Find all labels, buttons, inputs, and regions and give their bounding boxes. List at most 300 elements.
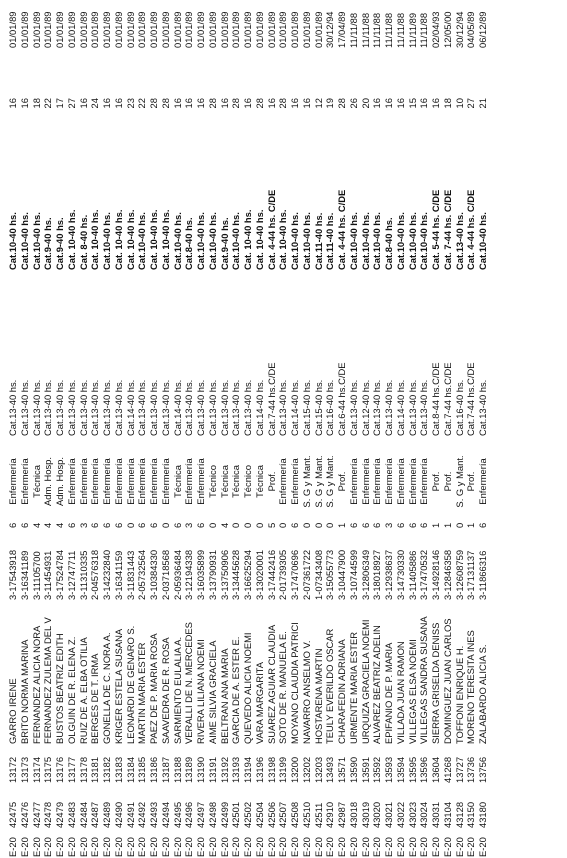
row-number: 21 <box>477 98 488 109</box>
row-cuil: 3-16341159 <box>112 550 124 600</box>
row-code: E-20 <box>54 837 65 857</box>
row-name: SIERRA GRISELDA DENISS <box>430 622 441 744</box>
row-legajo: 13176 <box>54 756 65 783</box>
row-new-category: Cat.10-40 hs. <box>195 212 206 270</box>
row-legajo: 13177 <box>65 756 77 783</box>
row-number: 19 <box>324 98 336 109</box>
row-legajo: 13592 <box>371 756 383 783</box>
row-new-category: Cat. 4-44 hs. C/DE <box>265 189 277 270</box>
row-date: 11/11/88 <box>347 12 359 48</box>
table-row <box>289 0 301 858</box>
row-category: Cat.13-40 hs. <box>277 379 289 436</box>
table-row <box>371 0 383 858</box>
row-new-category: Cat.10-40 hs. <box>300 212 312 270</box>
row-cuil: 3-11866316 <box>477 550 488 600</box>
row-code: E-20 <box>265 837 277 857</box>
row-date: 06/12/89 <box>477 11 488 48</box>
row-id: 43180 <box>477 801 488 828</box>
row-digit: 0 <box>277 522 289 528</box>
row-digit: 6 <box>418 522 430 528</box>
row-code: E-20 <box>183 837 195 857</box>
row-function: Técnico <box>206 465 218 498</box>
row-name: DOMINGUEZ JUAN CARLOS <box>441 618 453 744</box>
table-row <box>442 0 454 858</box>
row-name: BUSTOS BEATRIZ EDITH <box>54 633 65 744</box>
row-new-category: Cat.10-40 hs. <box>477 212 488 270</box>
table-row <box>242 0 254 858</box>
row-id: 42487 <box>89 801 101 828</box>
row-digit: 6 <box>171 522 183 528</box>
row-category: Cat.7-44 hs.C/DE <box>465 362 477 436</box>
row-id: 43150 <box>465 801 477 828</box>
row-name: GARRO IRENE <box>7 678 18 744</box>
row-category: Cat.13-40 hs. <box>148 379 159 436</box>
row-new-category: Cat.11-40 hs. <box>324 212 336 270</box>
row-digit: 6 <box>289 522 300 528</box>
row-function: Enfermería <box>112 458 124 505</box>
row-date: 30/12/94 <box>453 11 465 48</box>
row-category: Cat.15-40 hs. <box>300 379 312 436</box>
row-code: E-20 <box>359 837 371 857</box>
row-legajo: 13175 <box>42 756 54 783</box>
row-function: Enfermería <box>371 458 383 505</box>
row-cuil: 2-05936484 <box>171 549 183 600</box>
row-name: SUAREZ AGUIAR CLAUDIA <box>265 624 277 744</box>
row-id: 42491 <box>124 801 136 828</box>
row-new-category: Cat. 10-40 hs. <box>124 209 136 270</box>
row-id: 42494 <box>159 801 171 828</box>
row-function: Enfermería <box>101 458 112 505</box>
row-date: 11/11/89 <box>406 12 418 48</box>
row-function: Enfermería <box>359 458 371 505</box>
row-date: 01/01/89 <box>171 11 183 48</box>
table-row <box>195 0 207 858</box>
row-cuil: 3-12747711 <box>65 550 77 600</box>
row-number: 16 <box>394 98 406 109</box>
row-name: BELTRAN ANA MARIA <box>218 648 230 744</box>
row-digit: 3 <box>383 522 394 528</box>
row-digit: 0 <box>159 522 171 528</box>
row-legajo: 13174 <box>30 756 42 783</box>
row-function: Adm. Hosp. <box>54 457 65 506</box>
row-new-category: Cat. 8-40 hs. <box>77 214 89 270</box>
row-digit: 6 <box>7 522 18 528</box>
row-legajo: 13191 <box>206 756 218 783</box>
row-id: 43019 <box>359 801 371 828</box>
row-new-category: Cat. 10-40 hs. <box>277 209 289 270</box>
row-category: Cat.13-40 hs. <box>477 379 488 436</box>
row-date: 01/01/89 <box>18 11 30 48</box>
row-code: E-20 <box>289 837 300 857</box>
row-function: S. G y Mant. <box>300 455 312 508</box>
row-number: 18 <box>441 98 453 109</box>
row-date: 01/01/89 <box>300 11 312 48</box>
row-number: 16 <box>171 98 183 109</box>
row-new-category: Cat.11-40 hs. <box>312 212 324 270</box>
row-id: 42478 <box>42 801 54 828</box>
row-date: 17/04/89 <box>336 11 347 48</box>
row-function: Enfermería <box>77 458 89 505</box>
row-name: FERNANDEZ ALICIA NORA <box>30 625 42 744</box>
row-cuil: 2-03718568 <box>159 549 171 600</box>
row-digit: 6 <box>371 522 383 528</box>
row-cuil: 3-12194338 <box>183 549 195 600</box>
row-digit: 4 <box>30 522 42 528</box>
row-legajo: 13173 <box>18 756 30 783</box>
row-cuil: 3-11405886 <box>406 550 418 600</box>
row-number: 27 <box>65 98 77 109</box>
row-code: E-20 <box>277 837 289 857</box>
personnel-table <box>7 0 489 858</box>
row-name: RIVERA LILIANA NOEMI <box>195 639 206 744</box>
table-row <box>207 0 219 858</box>
row-code: E-20 <box>148 837 159 857</box>
row-id: 43024 <box>418 801 430 828</box>
row-date: 11/11/88 <box>359 12 371 48</box>
row-cuil: 3-15055773 <box>324 549 336 600</box>
row-id: 42493 <box>148 801 159 828</box>
row-digit: 6 <box>406 522 418 528</box>
row-id: 43104 <box>441 801 453 828</box>
row-new-category: Cat.9-40 hs. <box>54 217 65 270</box>
row-digit: 0 <box>230 522 242 528</box>
table-row <box>301 0 313 858</box>
row-name: HOSTARENA MARTIN <box>312 648 324 744</box>
row-number: 28 <box>230 98 242 109</box>
row-function: S. G y Mant. <box>453 455 465 508</box>
row-id: 42502 <box>242 801 253 828</box>
row-code: E-20 <box>383 837 394 857</box>
row-function: Enfermería <box>383 458 394 505</box>
row-cuil: 3-17543918 <box>7 549 18 600</box>
row-digit: 1 <box>465 522 477 528</box>
row-category: Cat.15-40 hs. <box>312 379 324 436</box>
row-new-category: Cat.10-40 hs. <box>406 212 418 270</box>
row-new-category: Cat.10-40 hs. <box>171 212 183 270</box>
row-id: 42499 <box>218 801 230 828</box>
row-digit: 6 <box>359 522 371 528</box>
row-category: Cat.14-40 hs. <box>394 379 406 436</box>
row-cuil: 3-14232840 <box>101 549 112 600</box>
row-function: Técnica <box>30 465 42 498</box>
row-date: 01/01/89 <box>159 11 171 48</box>
row-cuil: 3-17524784 <box>54 549 65 600</box>
row-name: GONELLA DE C. NORA A. <box>101 632 112 744</box>
row-category: Cat.14-40 hs. <box>253 379 265 436</box>
row-digit: 4 <box>42 522 54 528</box>
row-name: GARCIA DE A. ESTER E. <box>230 636 242 744</box>
row-date: 02/04/93 <box>430 11 441 48</box>
row-name: VILLADA JUAN RAMON <box>394 641 406 744</box>
row-name: BERGES DE T. IRMA <box>89 653 101 744</box>
row-new-category: Cat.8-40 hs. <box>383 217 394 270</box>
table-row <box>54 0 66 858</box>
row-digit: 0 <box>124 522 136 528</box>
table-row <box>266 0 278 858</box>
row-cuil: 2-07361722 <box>300 549 312 600</box>
row-id: 42476 <box>18 801 30 828</box>
row-digit: 6 <box>18 522 30 528</box>
row-function: Enfermería <box>418 458 430 505</box>
row-cuil: 2-05732564 <box>136 549 148 600</box>
row-digit: 0 <box>324 522 336 528</box>
row-new-category: Cat.10-40 hs. <box>347 212 359 270</box>
row-legajo: 13590 <box>347 756 359 783</box>
row-date: 11/11/88 <box>394 12 406 48</box>
row-number: 17 <box>54 98 65 109</box>
row-digit: 6 <box>112 522 124 528</box>
row-legajo: 13591 <box>359 756 371 783</box>
row-cuil: 2-01739305 <box>277 549 289 600</box>
table-row <box>383 0 395 858</box>
row-category: Cat.13-40 hs. <box>206 379 218 436</box>
row-id: 42490 <box>112 801 124 828</box>
row-name: SARMIENTO EULALIA A. <box>171 636 183 744</box>
row-function: Técnica <box>230 465 242 498</box>
row-digit: 4 <box>218 522 230 528</box>
row-id: 42507 <box>277 801 289 828</box>
row-code: E-20 <box>206 837 218 857</box>
row-name: AIME SILVIA GRACIELA <box>206 640 218 744</box>
row-category: Cat.13-40 hs. <box>183 379 195 436</box>
row-legajo: 13193 <box>230 756 242 783</box>
row-cuil: 3-13445628 <box>230 549 242 600</box>
row-date: 01/01/89 <box>77 11 89 48</box>
row-code: E-20 <box>312 837 324 857</box>
row-number: 20 <box>359 98 371 109</box>
row-new-category: Cat.9-40 hs. <box>42 217 54 270</box>
row-number: 22 <box>42 98 54 109</box>
row-legajo: 13172 <box>7 756 18 783</box>
row-legajo: 13493 <box>324 756 336 783</box>
row-id: 42987 <box>336 801 347 828</box>
row-function: Prof. <box>430 471 441 492</box>
row-code: E-20 <box>101 837 112 857</box>
row-number: 27 <box>465 98 477 109</box>
row-number: 28 <box>206 98 218 109</box>
row-digit: 6 <box>101 522 112 528</box>
row-cuil: 3-17470696 <box>289 549 300 600</box>
table-row <box>148 0 160 858</box>
table-row <box>19 0 31 858</box>
row-function: Enfermería <box>406 458 418 505</box>
row-code: E-20 <box>371 837 383 857</box>
row-function: Prof. <box>265 471 277 492</box>
row-digit: 5 <box>265 522 277 528</box>
row-number: 28 <box>336 98 347 109</box>
table-row <box>172 0 184 858</box>
row-id: 42910 <box>324 801 336 828</box>
row-cuil: 3-17131137 <box>465 550 477 600</box>
table-row <box>360 0 372 858</box>
table-row <box>430 0 442 858</box>
row-date: 04/05/89 <box>465 11 477 48</box>
row-code: E-20 <box>336 837 347 857</box>
row-digit: 6 <box>136 522 148 528</box>
row-id: 43022 <box>394 801 406 828</box>
row-legajo: 13196 <box>253 756 265 783</box>
row-legajo: 13202 <box>300 756 312 783</box>
row-name: VILLEGAS SANDRA SUSANA <box>418 616 430 744</box>
row-digit: 0 <box>312 522 324 528</box>
row-category: Cat.6-44 hs.C/DE <box>336 362 347 436</box>
row-digit: 6 <box>148 522 159 528</box>
row-date: 01/01/89 <box>230 11 242 48</box>
row-id: 42504 <box>253 801 265 828</box>
row-date: 01/01/89 <box>136 11 148 48</box>
row-id: 42496 <box>183 801 195 828</box>
row-category: Cat.13-40 hs. <box>112 379 124 436</box>
table-row <box>395 0 407 858</box>
row-new-category: Cat. 10-40 hs. <box>65 209 77 270</box>
row-legajo: 13198 <box>265 756 277 783</box>
row-legajo: 13184 <box>124 756 136 783</box>
row-digit: 0 <box>206 522 218 528</box>
row-cuil: 3-10384330 <box>148 549 159 600</box>
row-name: VARA MARGARITA <box>253 662 265 744</box>
row-cuil: 3-16035899 <box>195 549 206 600</box>
row-function: Adm. Hosp. <box>42 457 54 506</box>
table-row <box>78 0 90 858</box>
row-function: Enfermería <box>277 458 289 505</box>
row-number: 16 <box>195 98 206 109</box>
row-function: Técnico <box>242 465 253 498</box>
row-category: Cat.13-40 hs. <box>347 379 359 436</box>
row-name: KRIGER ESTELA SUSANA <box>112 628 124 744</box>
row-digit: 6 <box>89 522 101 528</box>
row-function: Técnica <box>171 465 183 498</box>
row-code: E-20 <box>242 837 253 857</box>
row-category: Cat.13-40 hs. <box>218 379 230 436</box>
row-date: 01/01/89 <box>242 11 253 48</box>
row-new-category: Cat.10-40 hs. <box>289 212 300 270</box>
row-cuil: 3-13790931 <box>206 549 218 600</box>
row-date: 11/11/88 <box>371 12 383 48</box>
row-new-category: Cat.10-40 hs. <box>418 212 430 270</box>
table-row <box>465 0 477 858</box>
row-number: 16 <box>18 98 30 109</box>
row-date: 01/01/89 <box>65 11 77 48</box>
row-category: Cat.16-40 hs. <box>453 379 465 436</box>
row-legajo: 13595 <box>406 756 418 783</box>
row-code: E-20 <box>195 837 206 857</box>
table-row <box>42 0 54 858</box>
row-code: E-20 <box>406 837 418 857</box>
row-name: SAAVEDRA DE R. ROSA <box>159 637 171 744</box>
row-number: 23 <box>124 98 136 109</box>
row-new-category: Cat. 5-44 hs. C/DE <box>430 189 441 270</box>
row-number: 16 <box>383 98 394 109</box>
row-digit: 0 <box>253 522 265 528</box>
row-new-category: Cat.10-40 hs. <box>18 212 30 270</box>
table-row <box>113 0 125 858</box>
row-category: Cat.13-40 hs. <box>54 379 65 436</box>
row-legajo: 13194 <box>242 756 253 783</box>
row-name: URMENTE MARIA ESTER <box>347 632 359 744</box>
row-code: E-20 <box>65 837 77 857</box>
row-new-category: Cat. 4-44 hs. C/DE <box>465 189 477 270</box>
row-function: Enfermería <box>347 458 359 505</box>
row-function: Enfermería <box>89 458 101 505</box>
row-name: OLGUIN DE R. ELENA Z. <box>65 636 77 744</box>
row-date: 01/01/89 <box>289 11 300 48</box>
row-number: 16 <box>300 98 312 109</box>
row-date: 01/01/89 <box>42 11 54 48</box>
row-date: 11/11/88 <box>418 12 430 48</box>
row-code: E-20 <box>124 837 136 857</box>
row-id: 42501 <box>230 801 242 828</box>
row-function: Enfermería <box>394 458 406 505</box>
table-row <box>7 0 19 858</box>
row-code: E-20 <box>300 837 312 857</box>
row-number: 16 <box>418 98 430 109</box>
row-number: 16 <box>7 98 18 109</box>
row-name: NAVARRO ANSELMO V. <box>300 640 312 744</box>
row-code: E-20 <box>112 837 124 857</box>
table-row <box>183 0 195 858</box>
row-number: 22 <box>136 98 148 109</box>
row-legajo: 13185 <box>136 756 148 783</box>
row-legajo: 13183 <box>112 756 124 783</box>
row-code: E-20 <box>441 837 453 857</box>
row-code: E-20 <box>171 837 183 857</box>
row-id: 42508 <box>289 801 300 828</box>
row-id: 43018 <box>347 801 359 828</box>
row-date: 01/01/89 <box>89 11 101 48</box>
row-legajo: 13727 <box>453 756 465 783</box>
row-new-category: Cat.10-40 hs. <box>136 212 148 270</box>
row-category: Cat.14-40 hs. <box>124 379 136 436</box>
row-id: 42511 <box>312 802 324 828</box>
row-id: 42495 <box>171 801 183 828</box>
row-name: PAEZ DE P. MARIA ROSA <box>148 633 159 744</box>
row-id: 42510 <box>300 801 312 828</box>
row-cuil: 3-10447900 <box>336 549 347 600</box>
row-category: Cat.13-40 hs. <box>195 379 206 436</box>
row-code: E-20 <box>418 837 430 857</box>
row-name: TOFFONI ENRIQUE H. <box>453 645 465 744</box>
row-category: Cat.13-40 hs. <box>42 379 54 436</box>
row-name: RUIZ DE A. ELBA OTILIA <box>77 637 89 744</box>
row-number: 16 <box>77 98 89 109</box>
row-category: Cat.14-40 hs. <box>171 379 183 436</box>
row-legajo: 13181 <box>89 756 101 783</box>
row-cuil: 3-17442416 <box>265 549 277 600</box>
row-code: E-20 <box>77 837 89 857</box>
row-code: E-20 <box>394 837 406 857</box>
row-date: 01/01/89 <box>218 11 230 48</box>
row-name: EPIFANIO DE P. MARIA <box>383 642 394 744</box>
row-digit: 0 <box>242 522 253 528</box>
row-legajo: 13182 <box>101 756 112 783</box>
row-date: 01/01/89 <box>265 11 277 48</box>
row-name: FERNANDEZ ZULEMA DEL V <box>42 617 54 744</box>
row-id: 42489 <box>101 801 112 828</box>
table-row <box>277 0 289 858</box>
row-date: 01/01/89 <box>206 11 218 48</box>
row-cuil: 3-16341189 <box>18 550 30 600</box>
row-new-category: Cat. 10-40 hs. <box>159 209 171 270</box>
row-category: Cat.13-40 hs. <box>406 379 418 436</box>
row-date: 11/11/88 <box>383 12 394 48</box>
row-new-category: Cat. 10-40 hs. <box>242 209 253 270</box>
table-row <box>477 0 489 858</box>
row-legajo: 13192 <box>218 756 230 783</box>
row-cuil: 3-16625294 <box>242 549 253 600</box>
row-id: 42477 <box>30 801 42 828</box>
row-cuil: 1-07343408 <box>312 549 324 600</box>
row-new-category: Cat.8-40 hs. <box>183 217 195 270</box>
